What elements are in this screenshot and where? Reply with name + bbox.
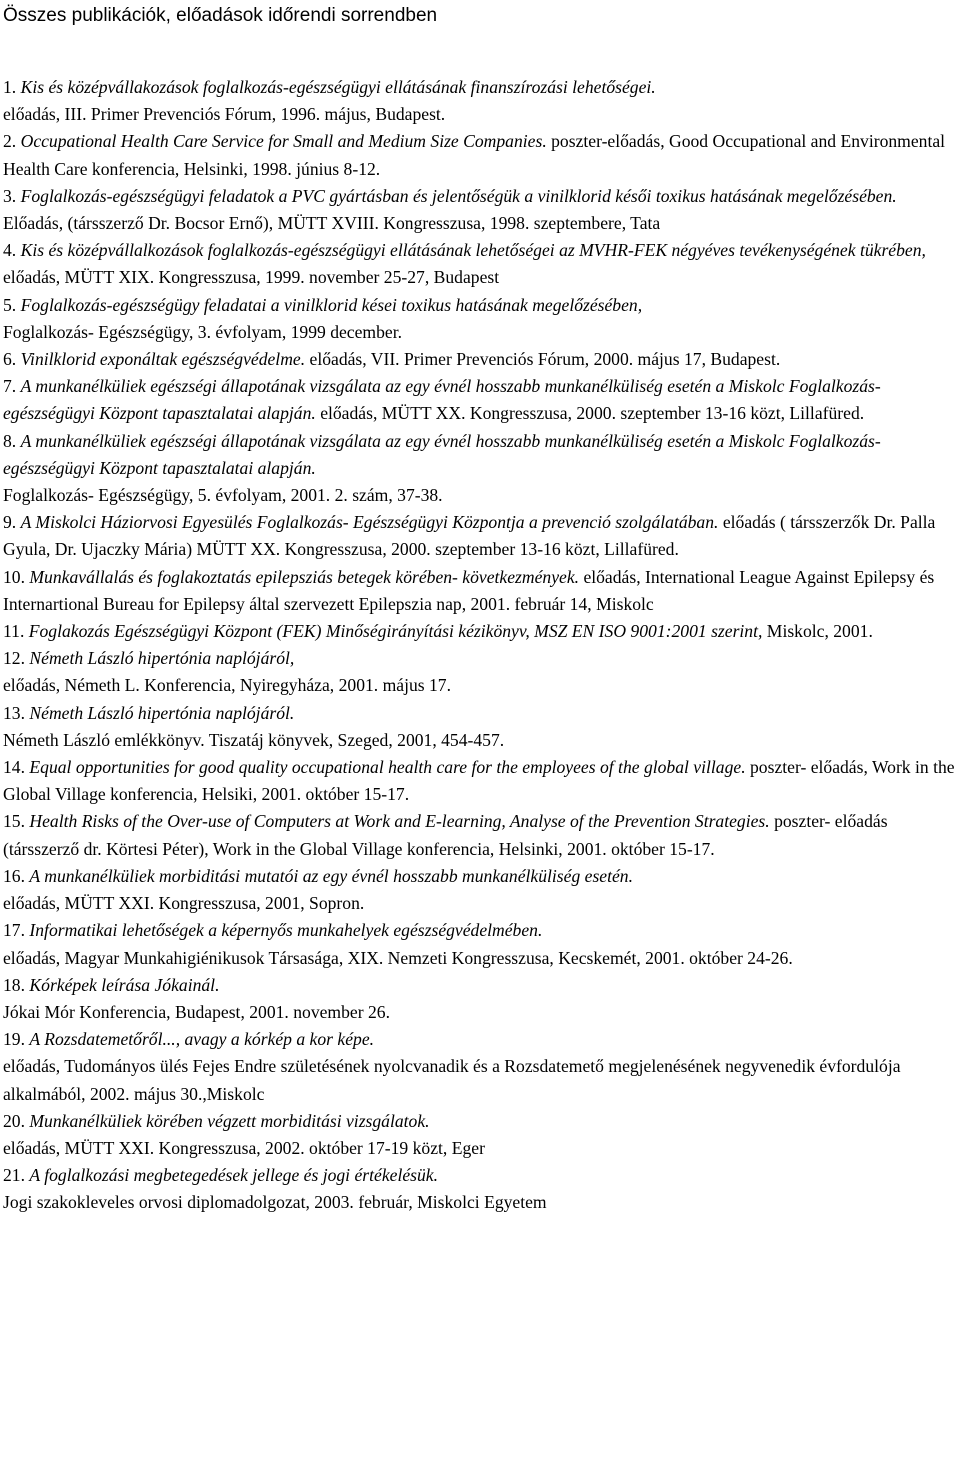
entry-number: 12.	[3, 648, 25, 669]
entry-number: 8.	[3, 430, 17, 451]
entry-details: Foglalkozás- Egészségügy, 3. évfolyam, 1999 december.	[3, 321, 403, 342]
entry-number: 9.	[3, 512, 17, 533]
entry-title: Foglalkozás-egészségügyi feladatok a PVC gyártásban és jelentőségük a vinilklorid késői toxikus hatásának megelőzésében.	[20, 185, 897, 206]
entry-number: 5.	[3, 294, 17, 315]
publication-entry	[3, 1162, 955, 1216]
entry-details: Jogi szakokleveles orvosi diplomadolgozat, 2003. február, Miskolci Egyetem	[3, 1192, 547, 1213]
entry-number: 16.	[3, 865, 25, 886]
entry-title: A munkanélküliek egészségi állapotának vizsgálata az egy évnél hosszabb munkanélküliség esetén a Miskolc Foglalkozás-egészségügyi Központ tapasztalatai alapján.	[3, 376, 881, 424]
entry-details: előadás, MÜTT XXI. Kongresszusa, 2001, Sopron.	[3, 893, 365, 914]
publication-entry	[3, 1108, 955, 1162]
entry-details: előadás, MÜTT XX. Kongresszusa, 2000. szeptember 13-16 közt, Lillafüred.	[320, 403, 865, 424]
entry-number: 17.	[3, 920, 25, 941]
entry-details: előadás, III. Primer Prevenciós Fórum, 1996. május, Budapest.	[3, 104, 446, 125]
entry-details: előadás, International League Against Epilepsy és Internartional Bureau for Epilepsy által szervezett Epilepszia nap, 2001. február 14, Miskolc	[3, 566, 935, 614]
entry-number: 14.	[3, 757, 25, 778]
publication-entry	[3, 754, 955, 808]
entry-title: Occupational Health Care Service for Small and Medium Size Companies.	[20, 131, 547, 152]
publication-entry	[3, 428, 955, 510]
entry-details: előadás, Németh L. Konferencia, Nyiregyháza, 2001. május 17.	[3, 675, 451, 696]
publication-entry	[3, 183, 955, 237]
entry-details: előadás, VII. Primer Prevenciós Fórum, 2000. május 17, Budapest.	[309, 349, 781, 370]
entry-number: 3.	[3, 185, 17, 206]
entry-number: 18.	[3, 974, 25, 995]
entry-title: A foglalkozási megbetegedések jellege és jogi értékelésük.	[29, 1165, 438, 1186]
entry-details: poszter- előadás (társszerző dr. Körtesi Péter), Work in the Global Village konferencia, Helsinki, 2001. október 15-17.	[3, 811, 888, 859]
entry-details: Németh László emlékkönyv. Tiszatáj könyvek, Szeged, 2001, 454-457.	[3, 729, 505, 750]
entry-number: 21.	[3, 1165, 25, 1186]
publication-entry	[3, 564, 955, 618]
entry-title: Foglakozás Egészségügyi Központ (FEK) Minőségirányítási kézikönyv, MSZ EN ISO 9001:2001 szerint,	[28, 621, 763, 642]
entry-title: Vinilklorid exponáltak egészségvédelme.	[20, 349, 306, 370]
entry-number: 2.	[3, 131, 17, 152]
entry-title: Foglalkozás-egészségügy feladatai a vinilklorid kései toxikus hatásának megelőzésében,	[20, 294, 643, 315]
entry-number: 20.	[3, 1110, 25, 1131]
page-title: Összes publikációk, előadások időrendi sorrendben	[3, 5, 438, 26]
entry-details: előadás, Magyar Munkahigiénikusok Társasága, XIX. Nemzeti Kongresszusa, Kecskemét, 2001. október 24-26.	[3, 947, 793, 968]
publication-list	[3, 74, 955, 1217]
entry-title: Munkanélküliek körében végzett morbiditási vizsgálatok.	[29, 1110, 430, 1131]
entry-title: Németh László hipertónia naplójáról,	[29, 648, 295, 669]
entry-title: A Miskolci Háziorvosi Egyesülés Foglalkozás- Egészségügyi Központja a prevenció szolgálatában.	[20, 512, 719, 533]
publication-entry	[3, 346, 955, 373]
publication-entry	[3, 645, 955, 699]
publication-entry	[3, 509, 955, 563]
publication-entry	[3, 972, 955, 1026]
entry-number: 1.	[3, 77, 17, 97]
publication-entry	[3, 74, 955, 128]
entry-title: Informatikai lehetőségek a képernyős munkahelyek egészségvédelmében.	[29, 920, 543, 941]
entry-number: 10.	[3, 566, 25, 587]
entry-number: 15.	[3, 811, 25, 832]
entry-title: Equal opportunities for good quality occupational health care for the employees of the global village.	[29, 757, 746, 778]
publication-entry	[3, 700, 955, 754]
entry-details: Miskolc, 2001.	[766, 621, 873, 642]
entry-details: előadás, MÜTT XXI. Kongresszusa, 2002. október 17-19 közt, Eger	[3, 1137, 485, 1158]
publication-entry	[3, 373, 955, 427]
entry-details: poszter- előadás, Work in the Global Village konferencia, Helsiki, 2001. október 15-17.	[3, 757, 955, 805]
publication-entry	[3, 1026, 955, 1108]
entry-details: előadás ( társszerzők Dr. Palla Gyula, Dr. Ujaczky Mária) MÜTT XX. Kongresszusa, 2000. szeptember 13-16 közt, Lillafüred.	[3, 512, 936, 560]
entry-number: 19.	[3, 1029, 25, 1050]
publication-entry	[3, 292, 955, 346]
entry-title: Health Risks of the Over-use of Computers at Work and E-learning, Analyse of the Prevention Strategies.	[29, 811, 770, 832]
entry-title: Kórképek leírása Jókainál.	[29, 974, 220, 995]
entry-number: 13.	[3, 702, 25, 723]
publication-entry	[3, 237, 955, 291]
entry-title: A Rozsdatemetőről..., avagy a kórkép a kor képe.	[29, 1029, 375, 1050]
entry-title: A munkanélküliek egészségi állapotának vizsgálata az egy évnél hosszabb munkanélküliség esetén a Miskolc Foglalkozás-egészségügyi Központ tapasztalatai alapján.	[3, 430, 881, 478]
entry-number: 6.	[3, 349, 17, 370]
entry-number: 7.	[3, 376, 17, 397]
publication-entry	[3, 618, 955, 645]
entry-details: előadás, Tudományos ülés Fejes Endre születésének nyolcvanadik és a Rozsdatemető megjelenésének negyvenedik évfordulója alkalmából, 2002. május 30.,Miskolc	[3, 1056, 901, 1104]
entry-details: poszter-előadás, Good Occupational and Environmental Health Care konferencia, Helsinki, 1998. június 8-12.	[3, 131, 946, 179]
entry-details: előadás, MÜTT XIX. Kongresszusa, 1999. november 25-27, Budapest	[3, 267, 500, 288]
publication-entry	[3, 917, 955, 971]
publication-entry	[3, 863, 955, 917]
entry-title: A munkanélküliek morbiditási mutatói az egy évnél hosszabb munkanélküliség esetén.	[29, 865, 634, 886]
entry-title: Németh László hipertónia naplójáról.	[29, 702, 295, 723]
entry-details: Foglalkozás- Egészségügy, 5. évfolyam, 2001. 2. szám, 37-38.	[3, 485, 443, 506]
publication-entry	[3, 128, 955, 182]
entry-number: 4.	[3, 240, 17, 261]
publication-entry	[3, 808, 955, 862]
entry-title: Kis és középvállakozások foglalkozás-egészségügyi ellátásának finanszírozási lehetőségei.	[20, 77, 656, 97]
entry-number: 11.	[3, 621, 25, 642]
entry-title: Munkavállalás és foglakoztatás epilepsziás betegek körében- következmények.	[29, 566, 580, 587]
entry-details: Jókai Mór Konferencia, Budapest, 2001. november 26.	[3, 1001, 390, 1022]
entry-details: Előadás, (társszerző Dr. Bocsor Ernő), MÜTT XVIII. Kongresszusa, 1998. szeptembere, Tata	[3, 213, 661, 234]
entry-title: Kis és középvállalkozások foglalkozás-egészségügyi ellátásának lehetőségei az MVHR-FEK négyéves tevékenységének tükrében,	[20, 240, 926, 261]
